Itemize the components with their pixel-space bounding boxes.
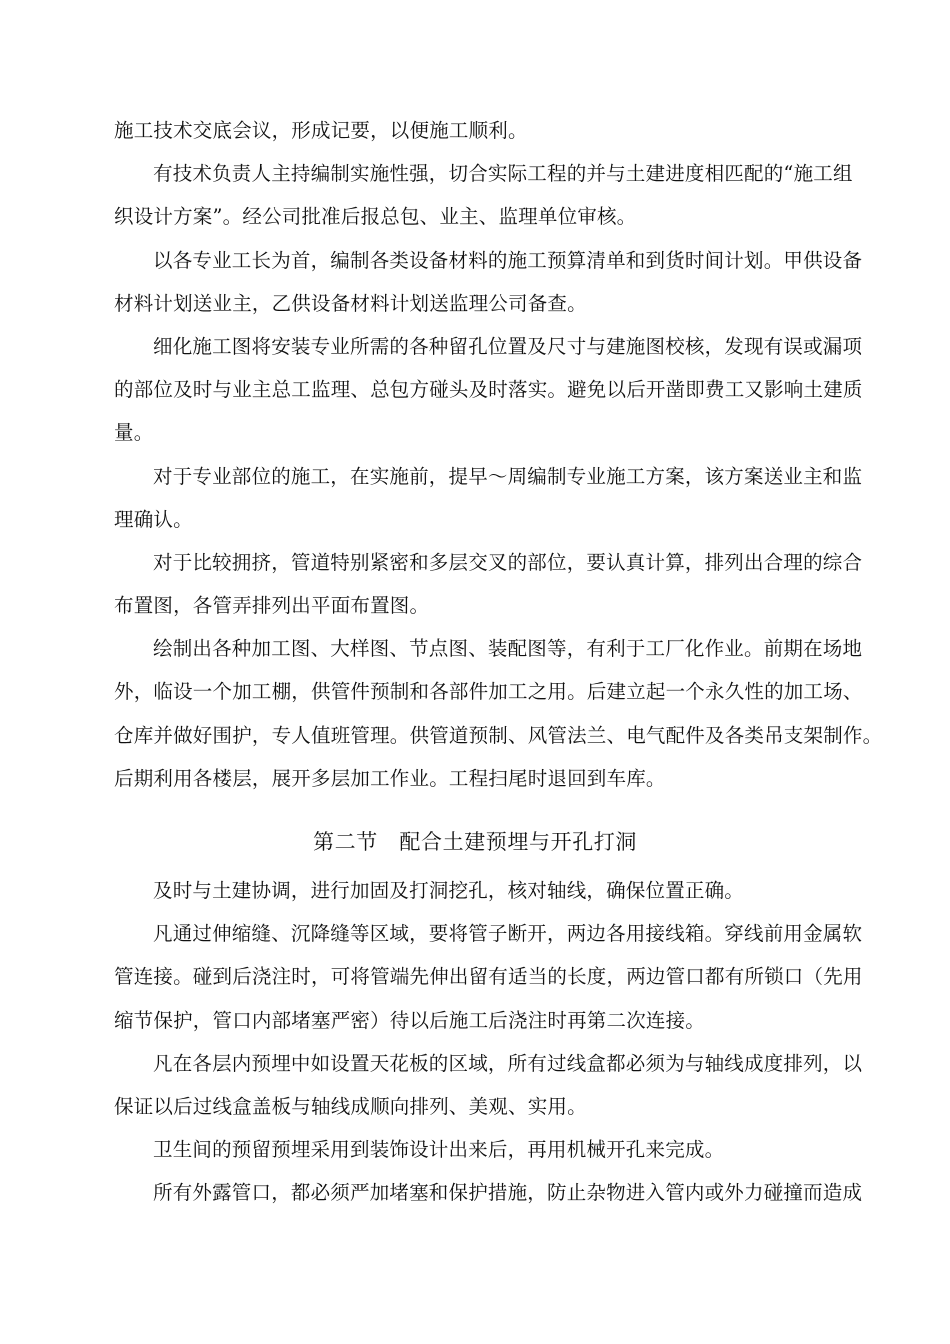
body-text-top bbox=[114, 109, 883, 800]
paragraph-line: 外，临设一个加工棚，供管件预制和各部件加工之用。后建立起一个永久性的加工场、 bbox=[114, 680, 863, 704]
paragraph-line: 对于比较拥挤，管道特别紧密和多层交叉的部位，要认真计算，排列出合理的综合 bbox=[153, 550, 863, 574]
paragraph-line: 绘制出各种加工图、大样图、节点图、装配图等，有利于工厂化作业。前期在场地 bbox=[153, 637, 863, 661]
paragraph-line: 凡通过伸缩缝、沉降缝等区域，要将管子断开，两边各用接线箱。穿线前用金属软 bbox=[153, 922, 863, 946]
paragraph-line: 卫生间的预留预埋采用到装饰设计出来后，再用机械开孔来完成。 bbox=[153, 1138, 725, 1162]
paragraph-line: 材料计划送业主，乙供设备材料计划送监理公司备查。 bbox=[114, 291, 587, 315]
paragraph-line: 布置图，各管弄排列出平面布置图。 bbox=[114, 594, 430, 618]
paragraph-line: 仓库并做好围护，专人值班管理。供管道预制、风管法兰、电气配件及各类吊支架制作。 bbox=[114, 723, 883, 747]
paragraph-line: 理确认。 bbox=[114, 507, 193, 531]
body-text-bottom bbox=[114, 869, 862, 1215]
paragraph-line: 后期利用各楼层，展开多层加工作业。工程扫尾时退回到车库。 bbox=[114, 766, 666, 790]
paragraph-line: 对于专业部位的施工，在实施前，提早～周编制专业施工方案，该方案送业主和监 bbox=[153, 464, 863, 488]
paragraph-line: 所有外露管口，都必须严加堵塞和保护措施，防止杂物进入管内或外力碰撞而造成 bbox=[153, 1181, 863, 1205]
paragraph-line: 有技术负责人主持编制实施性强，切合实际工程的并与土建进度相匹配的“施工组 bbox=[153, 162, 853, 186]
paragraph-line: 凡在各层内预埋中如设置天花板的区域，所有过线盒都必须为与轴线成度排列，以 bbox=[153, 1051, 863, 1075]
paragraph-line: 量。 bbox=[114, 421, 154, 445]
paragraph-line: 织设计方案”。经公司批准后报总包、业主、监理单位审核。 bbox=[114, 205, 637, 229]
paragraph-line: 施工技术交底会议，形成记要，以便施工顺利。 bbox=[114, 119, 528, 142]
paragraph-line: 以各专业工长为首，编制各类设备材料的施工预算清单和到货时间计划。甲供设备 bbox=[153, 248, 863, 272]
paragraph-line: 缩节保护，管口内部堵塞严密）待以后施工后浇注时再第二次连接。 bbox=[114, 1008, 706, 1032]
paragraph-line: 的部位及时与业主总工监理、总包方碰头及时落实。避免以后开凿即费工又影响土建质 bbox=[114, 378, 863, 402]
paragraph-line: 及时与土建协调，进行加固及打洞挖孔，核对轴线，确保位置正确。 bbox=[153, 879, 745, 902]
paragraph-line: 保证以后过线盒盖板与轴线成顺向排列、美观、实用。 bbox=[114, 1094, 587, 1118]
paragraph-line: 细化施工图将安装专业所需的各种留孔位置及尺寸与建施图校核，发现有误或漏项 bbox=[153, 334, 863, 358]
section-heading: 第二节 配合土建预埋与开孔打洞 bbox=[313, 830, 637, 854]
paragraph-line: 管连接。碰到后浇注时，可将管端先伸出留有适当的长度，两边管口都有所锁口（先用 bbox=[114, 965, 863, 989]
